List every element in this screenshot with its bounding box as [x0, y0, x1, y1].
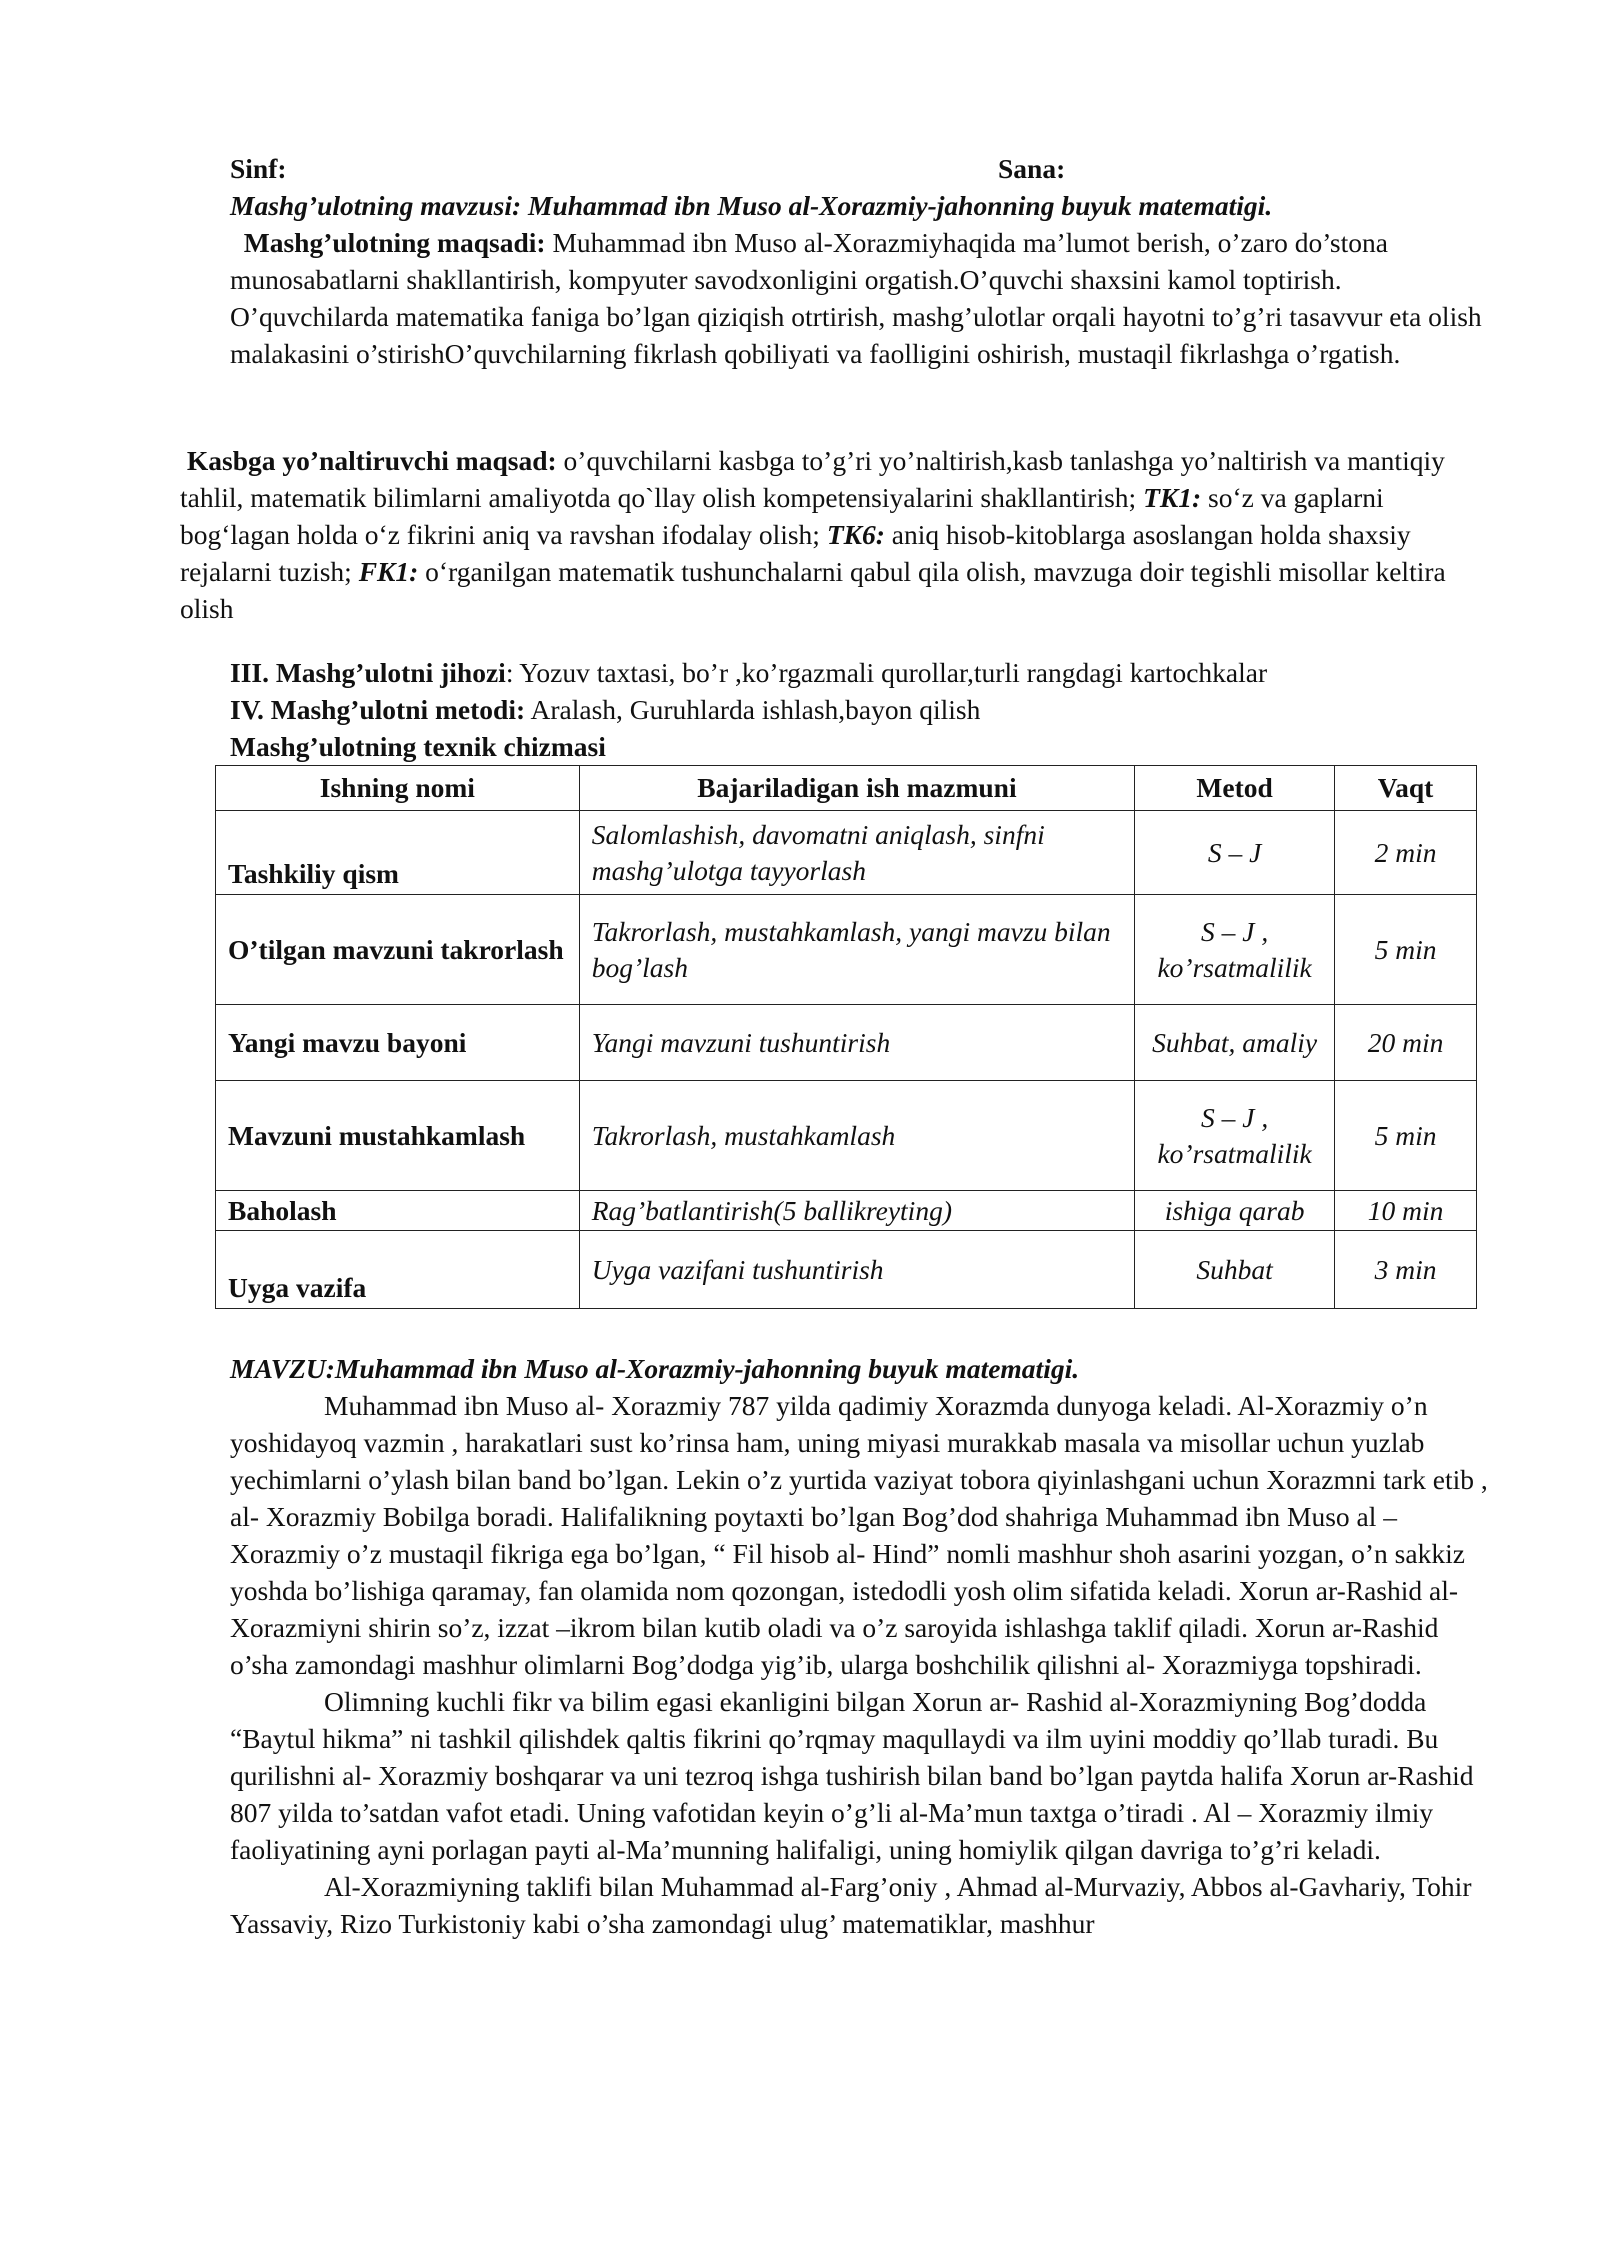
row-time: 2 min — [1335, 811, 1477, 895]
col-header-method: Metod — [1135, 766, 1335, 811]
method-text: Aralash, Guruhlarda ishlash,bayon qilish — [525, 694, 981, 725]
fk1-text: o‘rganilgan matematik tushunchalarni qabul qila olish, mavzuga doir tegishli misollar keltira olish — [180, 556, 1446, 624]
table-row — [216, 1005, 1477, 1081]
table-row — [216, 1231, 1477, 1309]
goal-text: Muhammad ibn Muso al-Xorazmiyhaqida ma’lumot berish, o’zaro do’stona munosabatlarni shakllantirish, kompyuter savodxonligini orgatish.O’quvchi shaxsini kamol toptirish. O’quvchilarda matematika faniga bo’lgan qiziqish otrtirish, mashg’ulotlar orqali hayotni to’g’ri tasavvur eta olish malakasini o’stirishO’quvchilarning fikrlash qobiliyati va faolligini oshirish, mustaqil fikrlashga o’rgatish. — [230, 227, 1482, 369]
goal-label: Mashg’ulotning maqsadi: — [243, 227, 546, 258]
lesson-topic: Mashg’ulotning mavzusi: Muhammad ibn Muso al-Xorazmiy-jahonning buyuk matematigi. — [230, 190, 1273, 221]
row-method: S – J , ko’rsatmalilik — [1135, 1081, 1335, 1191]
body-text — [230, 1387, 1500, 1942]
row-time: 20 min — [1335, 1005, 1477, 1081]
table-row — [216, 1191, 1477, 1231]
equipment-label: III. Mashg’ulotni jihozi — [230, 657, 506, 688]
body-paragraph: Al-Xorazmiyning taklifi bilan Muhammad al-Farg’oniy , Ahmad al-Murvaziy, Abbos al-Gavhariy, Tohir Yassaviy, Rizo Turkistoniy kabi o’sha zamondagi ulug’ matematiklar, mashhur — [230, 1871, 1472, 1939]
table-row — [216, 811, 1477, 895]
table-row — [216, 895, 1477, 1005]
row-time: 5 min — [1335, 1081, 1477, 1191]
row-content: Rag’batlantirish(5 ballikreyting) — [579, 1191, 1134, 1231]
row-method: S – J — [1135, 811, 1335, 895]
row-content: Uyga vazifani tushuntirish — [579, 1231, 1134, 1309]
topic-heading: MAVZU:Muhammad ibn Muso al-Xorazmiy-jahonning buyuk matematigi. — [230, 1353, 1080, 1384]
lesson-goal — [230, 224, 1500, 372]
sana-label: Sana: — [998, 153, 1066, 184]
row-name: Tashkiliy qism — [216, 811, 580, 895]
row-content: Yangi mavzuni tushuntirish — [579, 1005, 1134, 1081]
header-row — [230, 150, 1500, 187]
lesson-method — [230, 691, 1500, 728]
row-name: Uyga vazifa — [216, 1231, 580, 1309]
row-name: Mavzuni mustahkamlash — [216, 1081, 580, 1191]
row-method: Suhbat — [1135, 1231, 1335, 1309]
row-name: O’tilgan mavzuni takrorlash — [216, 895, 580, 1005]
row-content: Takrorlash, mustahkamlash, yangi mavzu bilan bog’lash — [579, 895, 1134, 1005]
sinf-label: Sinf: — [230, 153, 287, 184]
career-goal — [180, 442, 1500, 627]
tk1-text: so‘z va gaplarni bog‘lagan holda o‘z fikrini aniq va ravshan ifodalay olish; — [180, 482, 1384, 550]
table-header-row — [216, 766, 1477, 811]
lesson-equipment — [230, 654, 1500, 691]
row-time: 3 min — [1335, 1231, 1477, 1309]
col-header-time: Vaqt — [1335, 766, 1477, 811]
career-text: o’quvchilarni kasbga to’g’ri yo’naltirish,kasb tanlashga yo’naltirish va mantiqiy tahlil, matematik bilimlarni amaliyotda qo`llay olish kompetensiyalarini shakllantirish; — [180, 445, 1445, 513]
career-label: Kasbga yo’naltiruvchi maqsad: — [186, 445, 557, 476]
row-content: Takrorlash, mustahkamlash — [579, 1081, 1134, 1191]
row-time: 10 min — [1335, 1191, 1477, 1231]
method-label: IV. Mashg’ulotni metodi: — [230, 694, 526, 725]
row-method: S – J , ko’rsatmalilik — [1135, 895, 1335, 1005]
tk6-label: TK6: — [826, 519, 885, 550]
col-header-content: Bajariladigan ish mazmuni — [579, 766, 1134, 811]
lesson-plan-table — [215, 765, 1477, 1309]
fk1-label: FK1: — [358, 556, 419, 587]
equipment-text: : Yozuv taxtasi, bo’r ,ko’rgazmali qurollar,turli rangdagi kartochkalar — [505, 657, 1268, 688]
tk1-label: TK1: — [1143, 482, 1202, 513]
tk6-text: aniq hisob-kitoblarga asoslangan holda shaxsiy rejalarni tuzish; — [180, 519, 1411, 587]
row-time: 5 min — [1335, 895, 1477, 1005]
row-name: Yangi mavzu bayoni — [216, 1005, 580, 1081]
row-content: Salomlashish, davomatni aniqlash, sinfni mashg’ulotga tayyorlash — [579, 811, 1134, 895]
row-name: Baholash — [216, 1191, 580, 1231]
body-paragraph: Olimning kuchli fikr va bilim egasi ekanligini bilgan Xorun ar- Rashid al-Xorazmiyning Bog’dodda “Baytul hikma” ni tashkil qilishdek qaltis fikrini qo’rqmay maqullaydi va ilm uyini moddiy qo’llab turadi. Bu qurilishni al- Xorazmiy boshqarar va uni tezroq ishga tushirish bilan band bo’lgan paytda halifa Xorun ar-Rashid 807 yilda to’satdan vafot etadi. Uning vafotidan keyin o’g’li al-Ma’mun taxtga o’tiradi . Al – Xorazmiy ilmiy faoliyatining ayni porlagan payti al-Ma’munning halifaligi, uning homiylik qilgan davriga to’g’ri keladi. — [230, 1686, 1474, 1865]
col-header-name: Ishning nomi — [216, 766, 580, 811]
row-method: Suhbat, amaliy — [1135, 1005, 1335, 1081]
table-row — [216, 1081, 1477, 1191]
body-paragraph: Muhammad ibn Muso al- Xorazmiy 787 yilda qadimiy Xorazmda dunyoga keladi. Al-Xorazmiy o’n yoshidayoq vazmin , harakatlari sust ko’rinsa ham, uning miyasi murakkab masala va misollar uchun yuzlab yechimlarni o’ylash bilan band bo’lgan. Lekin o’z yurtida vaziyat tobora qiyinlashgani uchun Xorazmni tark etib , al- Xorazmiy Bobilga boradi. Halifalikning poytaxti bo’lgan Bog’dod shahriga Muhammad ibn Muso al – Xorazmiy o’z mustaqil fikriga ega bo’lgan, “ Fil hisob al- Hind” nomli mashhur shoh asarini yozgan, o’n sakkiz yoshda bo’lishiga qaramay, fan olamida nom qozongan, istedodli yosh olim sifatida keladi. Xorun ar-Rashid al-Xorazmiyni shirin so’z, izzat –ikrom bilan kutib oladi va o’z saroyida ishlashga taklif qiladi. Xorun ar-Rashid o’sha zamondagi mashhur olimlarni Bog’dodga yig’ib, ularga boshchilik qilishni al- Xorazmiyga topshiradi. — [230, 1390, 1488, 1680]
row-method: ishiga qarab — [1135, 1191, 1335, 1231]
technical-chart-title: Mashg’ulotning texnik chizmasi — [230, 731, 606, 762]
